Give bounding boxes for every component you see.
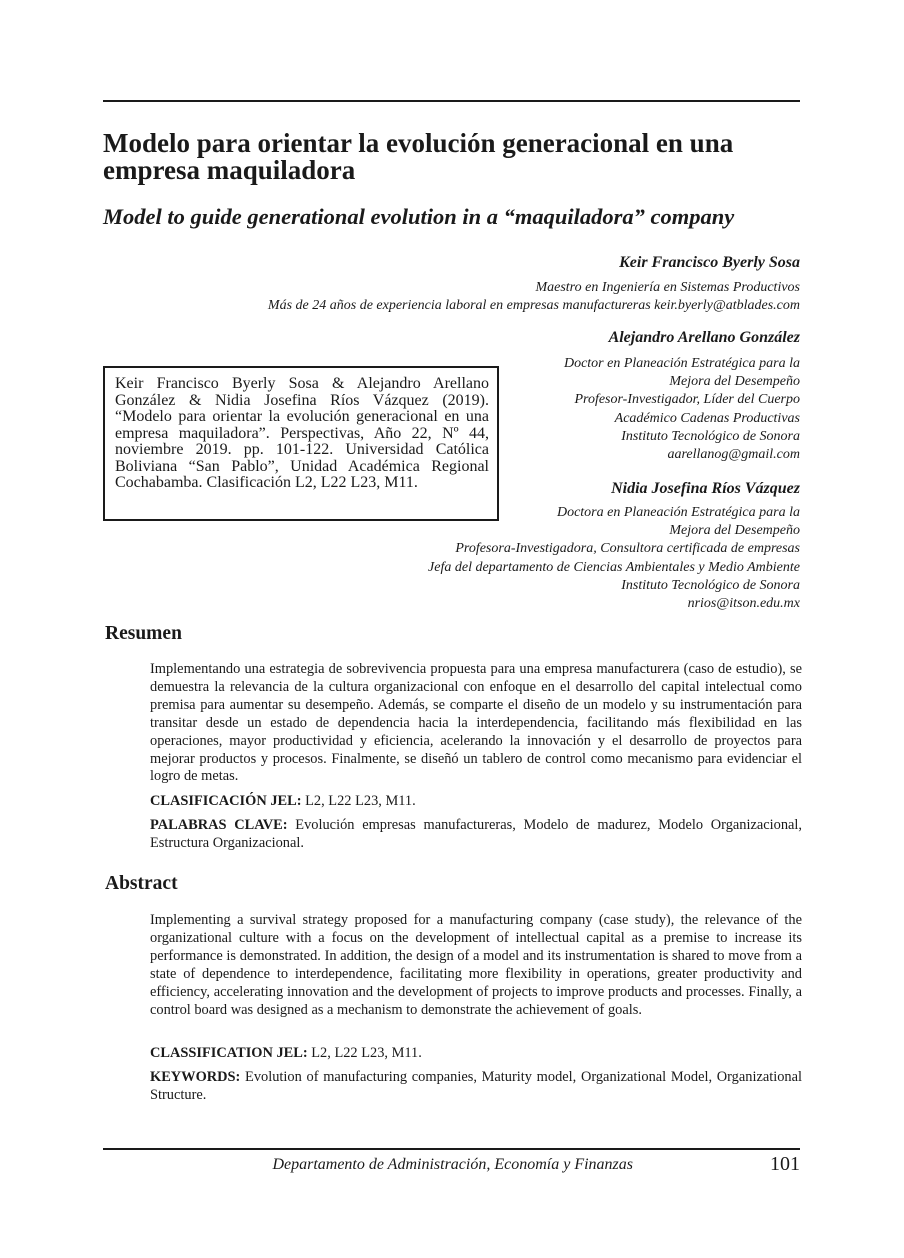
author-affiliation: [268, 279, 800, 315]
keywords-label: PALABRAS CLAVE:: [150, 817, 288, 833]
keywords-value: Evolution of manufacturing companies, Maturity model, Organizational Model, Organizational Structure.: [150, 1069, 802, 1103]
article-title-spanish: Modelo para orientar la evolución generacional en una empresa maquiladora: [103, 128, 734, 185]
section-heading-abstract: Abstract: [105, 873, 178, 894]
citation-text: Keir Francisco Byerly Sosa & Alejandro Arellano González & Nidia Josefina Ríos Vázquez (2019). “Modelo para orientar la evolución generacional en una empresa maquiladora”. Perspectivas, Año 22, Nº 44, noviembre 2019. pp. 101-122. Universidad Católica Boliviana “San Pablo”, Unidad Académica Regional Cochabamba. Clasificación L2, L22 L23, M11.: [115, 375, 489, 491]
affiliation-line: Instituto Tecnológico de Sonora: [621, 577, 800, 593]
affiliation-line: Doctora en Planeación Estratégica para la: [556, 505, 800, 520]
affiliation-line: Profesor-Investigador, Líder del Cuerpo: [574, 392, 800, 408]
affiliation-line: Doctor en Planeación Estratégica para la: [563, 356, 800, 371]
bottom-rule: [103, 1148, 800, 1150]
section-heading-resumen: Resumen: [105, 623, 182, 644]
article-title-english: Model to guide generational evolution in a “maquiladora” company: [103, 204, 735, 229]
affiliation-line: Académico Cadenas Productivas: [614, 410, 800, 426]
affiliation-line: Maestro en Ingeniería en Sistemas Productivos: [535, 280, 800, 295]
abstract-body: Implementing a survival strategy proposed for a manufacturing company (case study), the relevance of the organizational culture with a focus on the development of intellectual capital as a premise to increase its performance is demonstrated. In addition, the design of a model and its instrumentation is shared to move from a state of dependence to interdependence, facilitating more flexibility in operations, greater productivity and efficiency, accelerating innovation and the development of projects to improve products and processes. Finally, a control board was designed as a mechanism to demonstrate the achievement of goals.: [150, 912, 802, 1018]
affiliation-line: aarellanog@gmail.com: [667, 447, 800, 463]
affiliation-line: Jefa del departamento de Ciencias Ambientales y Medio Ambiente: [428, 559, 800, 575]
affiliation-line: Instituto Tecnológico de Sonora: [621, 428, 800, 444]
affiliation-line: Mejora del Desempeño: [669, 374, 800, 390]
affiliation-line: nrios@itson.edu.mx: [687, 596, 800, 612]
keywords-value: Evolución empresas manufactureras, Modelo de madurez, Modelo Organizacional, Estructura Organizacional.: [150, 817, 803, 851]
author-name: Nidia Josefina Ríos Vázquez: [611, 480, 800, 497]
affiliation-line: Mejora del Desempeño: [669, 523, 800, 539]
page-number: 101: [770, 1153, 800, 1175]
jel-value: L2, L22 L23, M11.: [307, 1045, 422, 1061]
author-name: Alejandro Arellano González: [608, 329, 800, 346]
abstract-jel: [150, 1045, 802, 1063]
top-rule: [103, 100, 800, 102]
author-affiliation: [564, 355, 800, 464]
resumen-body: Implementando una estrategia de sobrevivencia propuesta para una empresa manufacturera (caso de estudio), se demuestra la relevancia de la cultura organizacional con enfoque en el desarrollo del capital intelectual como premisa para aumentar su desempeño. Además, se comparte el diseño de un modelo y su instrumentación para transitar desde un estado de dependencia hacia la interdependencia, facilitando más flexibilidad en las operaciones, mayor productividad y eficiencia, acelerando la innovación y el desarrollo de proyectos para mejorar productos y procesos. Finalmente, se diseñó un tablero de control como mecanismo para evidenciar el logro de metas.: [150, 661, 802, 785]
jel-value: L2, L22 L23, M11.: [301, 793, 416, 809]
keywords-label: KEYWORDS:: [150, 1069, 241, 1085]
abstract-keywords: [150, 1069, 802, 1105]
affiliation-line: Profesora-Investigadora, Consultora certificada de empresas: [455, 541, 800, 557]
author-name: Keir Francisco Byerly Sosa: [619, 254, 800, 271]
affiliation-line: Más de 24 años de experiencia laboral en empresas manufactureras keir.byerly@atblades.com: [267, 298, 800, 314]
jel-label: CLASIFICACIÓN JEL:: [150, 793, 302, 809]
jel-label: CLASSIFICATION JEL:: [150, 1045, 308, 1061]
resumen-jel: [150, 793, 802, 811]
footer-department: Departamento de Administración, Economía y Finanzas: [272, 1156, 633, 1173]
citation-box: [103, 366, 499, 521]
resumen-keywords: [150, 817, 802, 853]
